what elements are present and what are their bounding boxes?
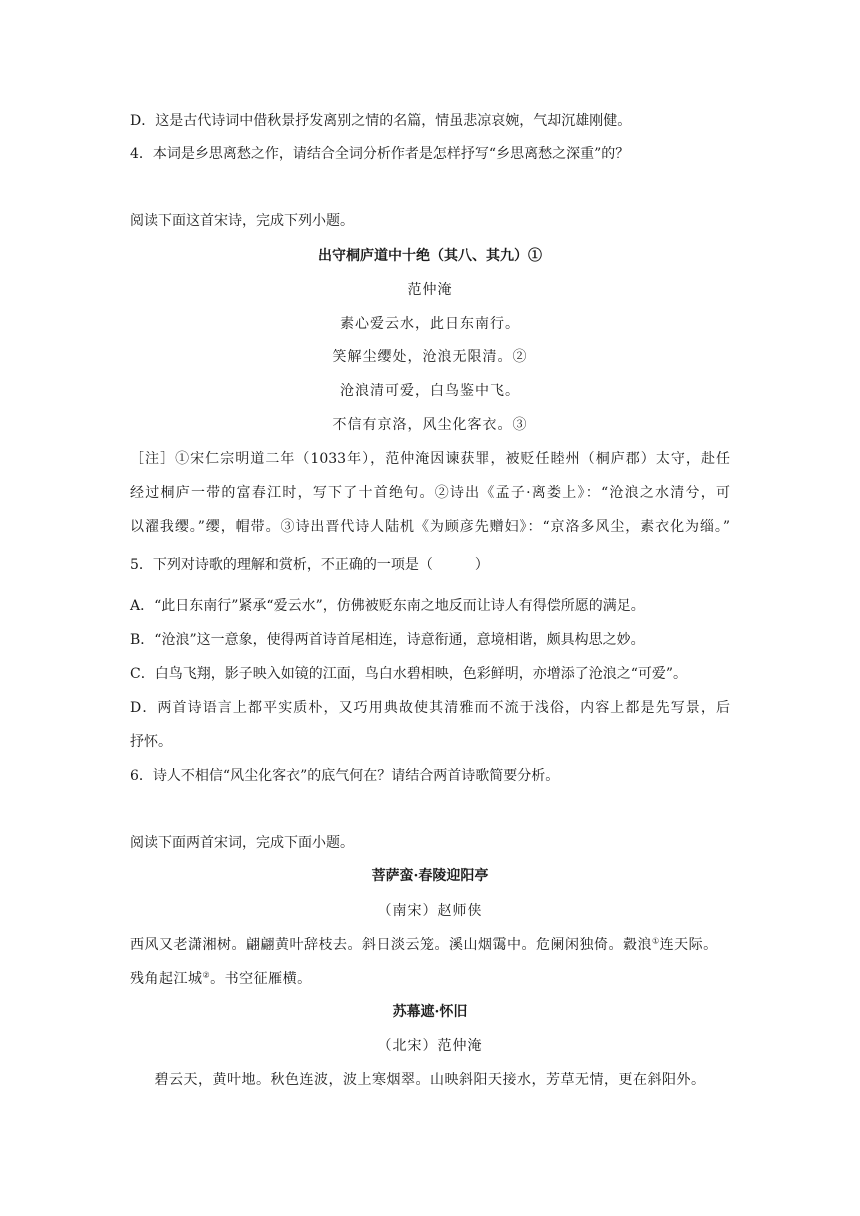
question-5: 5．下列对诗歌的理解和赏析，不正确的一项是（ ）: [130, 557, 489, 573]
q5-option-d-cont: 抒怀。: [130, 734, 172, 750]
question-6: 6．诗人不相信“风尘化客衣”的底气何在？请结合两首诗歌简要分析。: [130, 768, 560, 784]
poem-title: 出守桐庐道中十绝（其八、其九）①: [318, 248, 542, 264]
q5-option-d: D．两首诗语言上都平实质朴，又巧用典故使其清雅而不流于浅俗，内容上都是先写景，后: [130, 700, 730, 716]
section2-intro: 阅读下面这首宋诗，完成下列小题。: [130, 213, 354, 229]
poem-author: 范仲淹: [407, 282, 453, 298]
footnote-mark: ②: [202, 970, 211, 980]
ci2-title: 苏幕遮·怀旧: [392, 1004, 468, 1020]
ci1-line: 残角起江城②。书空征雁横。: [130, 970, 312, 987]
poem-note-line: 以濯我缨。”缨，帽带。③诗出晋代诗人陆机《为顾彦先赠妇》：“京洛多风尘，素衣化为缁。”: [130, 519, 730, 535]
poem-line: 不信有京洛，风尘化客衣。③: [332, 417, 528, 433]
q5-option-a: A．“此日东南行”紧承“爱云水”，仿佛被贬东南之地反而让诗人有得偿所愿的满足。: [130, 598, 645, 614]
ci1-line: 西风又老潇湘树。翩翩黄叶辞枝去。斜日淡云笼。溪山烟霭中。危阑闲独倚。縠浪①连天际。: [130, 936, 718, 953]
poem-line: 素心爱云水，此日东南行。: [340, 316, 520, 332]
ci2-author: （北宋）范仲淹: [377, 1038, 483, 1054]
ci1-title: 菩萨蛮·春陵迎阳亭: [371, 868, 489, 884]
poem-line: 笑解尘缨处，沧浪无限清。②: [332, 349, 528, 365]
question-4: 4．本词是乡思离愁之作，请结合全词分析作者是怎样抒写“乡思离愁之深重”的？: [130, 146, 630, 162]
section3-intro: 阅读下面两首宋词，完成下面小题。: [130, 835, 354, 851]
q5-option-c: C．白鸟飞翔，影子映入如镜的江面，鸟白水碧相映，色彩鲜明，亦增添了沧浪之“可爱”。: [130, 666, 688, 682]
q5-option-b: B．“沧浪”这一意象，使得两首诗首尾相连，诗意衔通，意境相谐，颇具构思之妙。: [130, 632, 645, 648]
poem-line: 沧浪清可爱，白鸟鉴中飞。: [340, 383, 520, 399]
q3-option-d: D．这是古代诗词中借秋景抒发离别之情的名篇，情虽悲凉哀婉，气却沉雄刚健。: [130, 113, 632, 129]
ci1-author: （南宋）赵师侠: [377, 903, 483, 919]
footnote-mark: ①: [652, 936, 660, 946]
poem-note-line: ［注］①宋仁宗明道二年（1033年），范仲淹因谏获罪，被贬任睦州（桐庐郡）太守，赴任: [130, 451, 730, 467]
ci2-line: 碧云天，黄叶地。秋色连波，波上寒烟翠。山映斜阳天接水，芳草无情，更在斜阳外。: [154, 1072, 706, 1088]
poem-note-line: 经过桐庐一带的富春江时，写下了十首绝句。②诗出《孟子·离娄上》：“沧浪之水清兮，可: [130, 485, 730, 501]
